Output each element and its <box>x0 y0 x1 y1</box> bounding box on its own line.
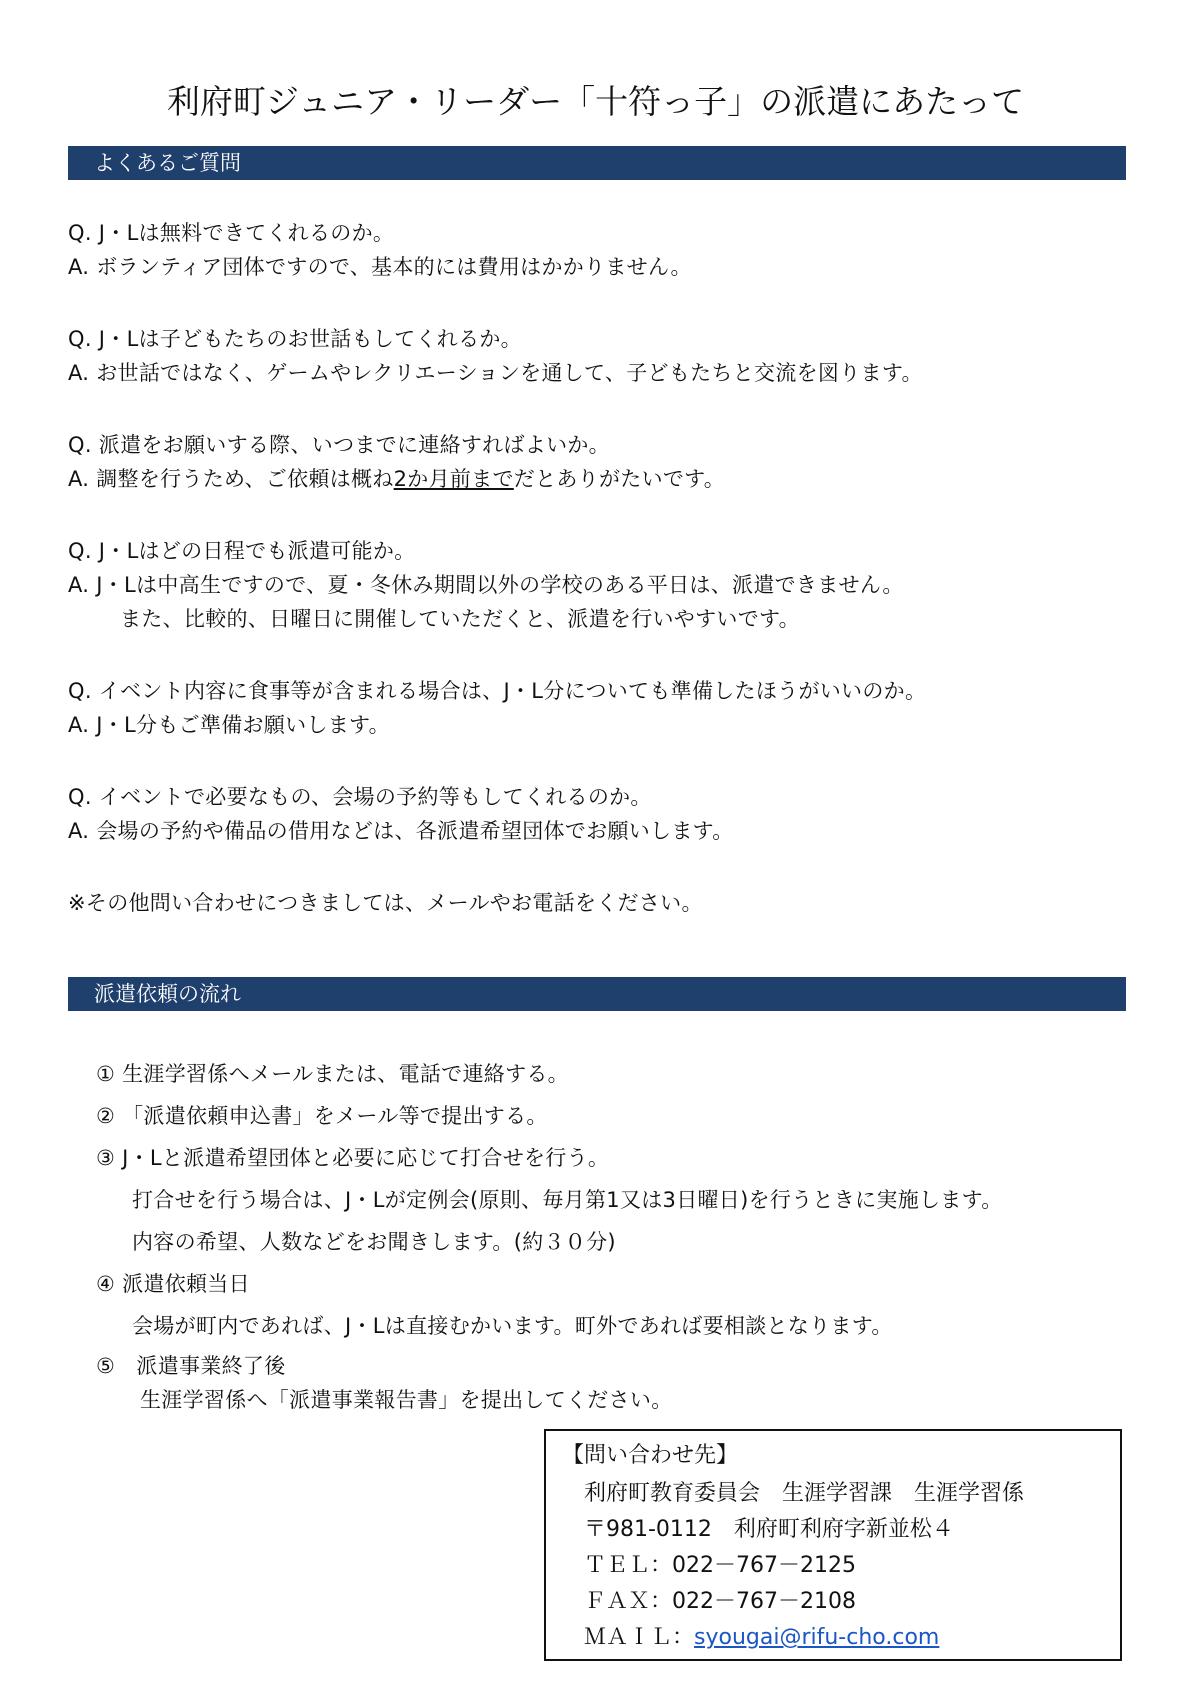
faq-answer: A. お世話ではなく、ゲームやレクリエーションを通して、子どもたちと交流を図ります。 <box>68 361 923 385</box>
faq-answer-text: A. 調整を行うため、ご依頼は概ね <box>68 467 394 491</box>
flow-step: ⑤ 派遣事業終了後 <box>96 1354 286 1378</box>
contact-mail-row <box>584 1623 939 1653</box>
faq-answer: A. J・Lは中高生ですので、夏・冬休み期間以外の学校のある平日は、派遣できません。 <box>68 573 904 597</box>
faq-question: Q. イベント内容に食事等が含まれる場合は、J・L分についても準備したほうがいいのか。 <box>68 679 927 703</box>
faq-question: Q. J・Lは無料できてくれるのか。 <box>68 221 395 245</box>
page-title: 利府町ジュニア・リーダー「十符っ子」の派遣にあたって <box>166 82 1025 121</box>
faq-answer-continued: また、比較的、日曜日に開催していただくと、派遣を行いやすいです。 <box>120 607 800 631</box>
flow-step-detail: 内容の希望、人数などをお聞きします。(約３０分) <box>132 1230 616 1254</box>
contact-mail-label: ＭＡＩＬ： <box>584 1625 695 1650</box>
faq-question: Q. 派遣をお願いする際、いつまでに連絡すればよいか。 <box>68 433 610 457</box>
contact-box <box>544 1429 1122 1661</box>
faq-answer-emphasis: 2か月前まで <box>393 467 514 491</box>
faq-answer: A. J・L分もご準備お願いします。 <box>68 713 390 737</box>
flow-step-detail: 生涯学習係へ「派遣事業報告書」を提出してください。 <box>140 1388 673 1412</box>
faq-answer: A. ボランティア団体ですので、基本的には費用はかかりません。 <box>68 255 692 279</box>
contact-organization: 利府町教育委員会 生涯学習課 生涯学習係 <box>584 1481 1025 1506</box>
flow-step: ③ J・Lと派遣希望団体と必要に応じて打合せを行う。 <box>96 1146 610 1170</box>
faq-question: Q. イベントで必要なもの、会場の予約等もしてくれるのか。 <box>68 785 652 809</box>
contact-email-link[interactable]: syougai@rifu-cho.com <box>694 1625 940 1650</box>
contact-heading: 【問い合わせ先】 <box>562 1443 739 1468</box>
faq-answer <box>68 464 725 494</box>
flow-step: ① 生涯学習係へメールまたは、電話で連絡する。 <box>96 1062 569 1086</box>
contact-tel: ＴＥＬ：022－767－2125 <box>584 1553 856 1578</box>
flow-step: ④ 派遣依頼当日 <box>96 1272 250 1296</box>
faq-answer-text: だとありがたいです。 <box>513 467 726 491</box>
contact-fax: ＦＡＸ：022－767－2108 <box>584 1589 856 1614</box>
faq-section-heading: よくあるご質問 <box>68 146 1126 180</box>
flow-section-heading: 派遣依頼の流れ <box>68 977 1126 1011</box>
faq-note: ※その他問い合わせにつきましては、メールやお電話をください。 <box>68 891 703 915</box>
flow-step: ② 「派遣依頼申込書」をメール等で提出する。 <box>96 1104 548 1128</box>
contact-address: 〒981-0112 利府町利府字新並松４ <box>584 1517 954 1542</box>
faq-question: Q. J・Lはどの日程でも派遣可能か。 <box>68 539 416 563</box>
faq-question: Q. J・Lは子どもたちのお世話もしてくれるか。 <box>68 327 522 351</box>
flow-step-detail: 打合せを行う場合は、J・Lが定例会(原則、毎月第1又は3日曜日)を行うときに実施します。 <box>132 1188 1003 1212</box>
flow-step-detail: 会場が町内であれば、J・Lは直接むかいます。町外であれば要相談となります。 <box>132 1314 893 1338</box>
faq-answer: A. 会場の予約や備品の借用などは、各派遣希望団体でお願いします。 <box>68 819 734 843</box>
